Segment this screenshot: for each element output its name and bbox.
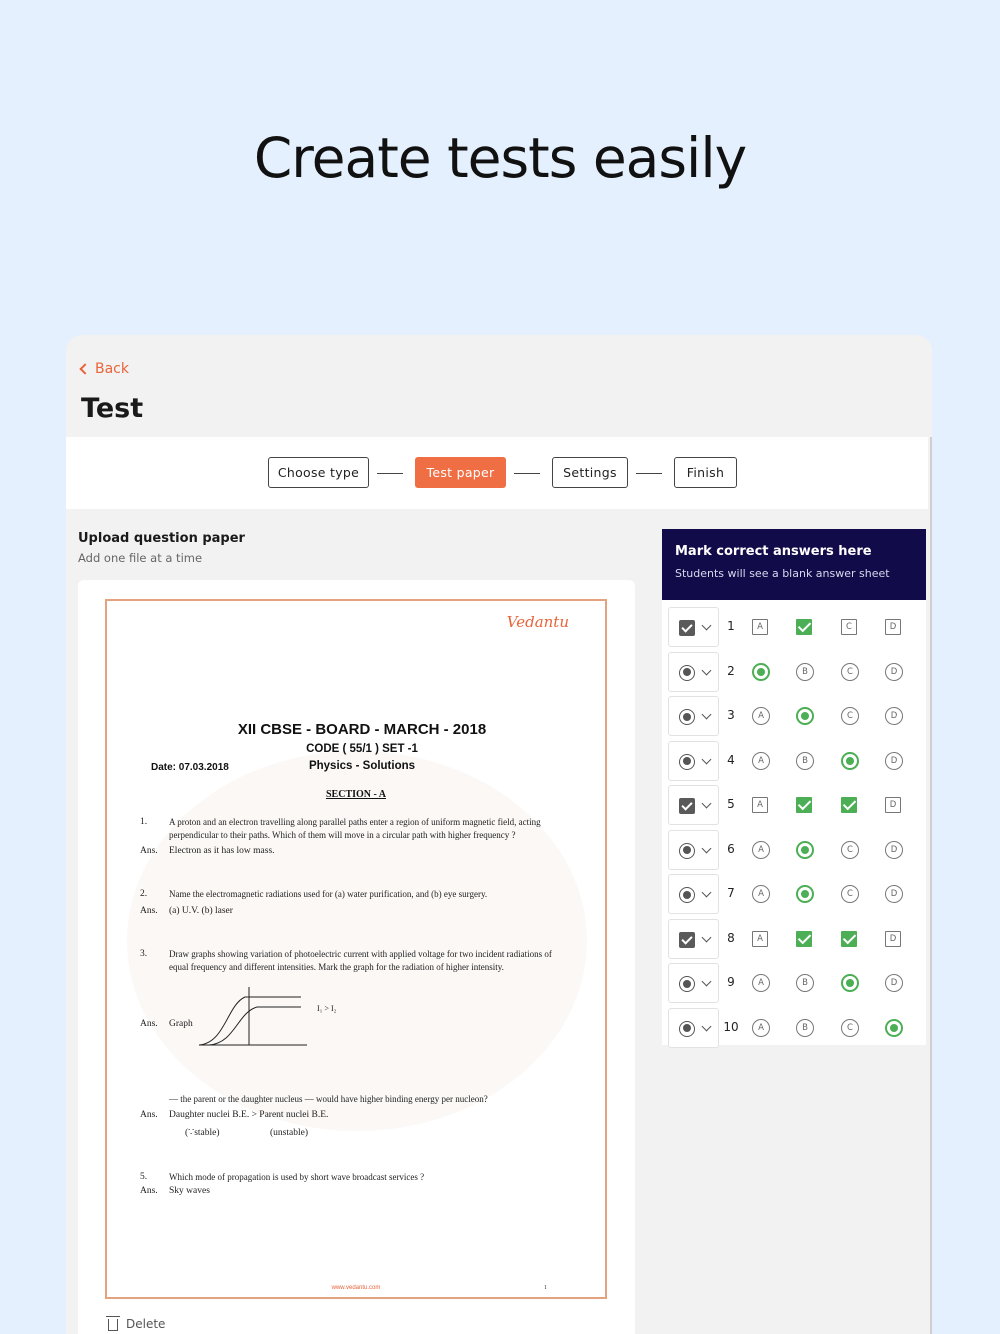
- q-text: — the parent or the daughter nucleus — would have higher binding energy per nucleon?: [169, 1094, 488, 1104]
- question-type-dropdown[interactable]: [668, 696, 719, 736]
- option-d[interactable]: D: [885, 663, 903, 681]
- back-button[interactable]: [81, 361, 129, 377]
- ans-label: Ans.: [140, 906, 158, 916]
- question-number: 10: [723, 1019, 739, 1034]
- question-number: 7: [727, 886, 735, 900]
- question-number: 1: [727, 619, 735, 633]
- radio-icon: [679, 976, 695, 992]
- radio-icon: [679, 843, 695, 859]
- paper-section: SECTION - A: [325, 789, 386, 800]
- photoelectric-graph: [195, 983, 325, 1049]
- option-a[interactable]: A: [752, 931, 768, 947]
- option-c[interactable]: C: [841, 1019, 859, 1037]
- delete-button[interactable]: [108, 1317, 165, 1331]
- option-a[interactable]: A: [752, 1019, 770, 1037]
- question-number: 5: [727, 797, 735, 811]
- step-connector: [377, 473, 403, 474]
- radio-icon: [679, 709, 695, 725]
- ans-text: Electron as it has low mass.: [169, 846, 275, 856]
- chevron-down-icon: [702, 843, 712, 853]
- chevron-down-icon: [702, 710, 712, 720]
- paper-footer: www.vedantu.com: [331, 1285, 381, 1291]
- option-b[interactable]: [796, 885, 814, 903]
- answer-row: [662, 1008, 926, 1048]
- question-paper-card: [78, 580, 635, 1334]
- option-d[interactable]: D: [885, 974, 903, 992]
- option-a[interactable]: A: [752, 707, 770, 725]
- question-type-dropdown[interactable]: [668, 652, 719, 692]
- question-type-dropdown[interactable]: [668, 874, 719, 914]
- ans-text: Daughter nuclei B.E. > Parent nuclei B.E.: [169, 1110, 329, 1120]
- answer-row: [662, 919, 926, 959]
- q-text: Which mode of propagation is used by short wave broadcast services ?: [169, 1172, 425, 1182]
- option-c[interactable]: [841, 752, 859, 770]
- ans-text: (unstable): [270, 1128, 308, 1138]
- radio-icon: [679, 1021, 695, 1037]
- hero-title: Create tests easily: [253, 126, 747, 190]
- app-window: [66, 335, 932, 1334]
- answer-row: [662, 963, 926, 1003]
- answer-row: [662, 607, 926, 647]
- step-label: Choose type: [277, 465, 360, 480]
- q-number: 2.: [140, 889, 148, 899]
- answer-row: [662, 741, 926, 781]
- question-type-dropdown[interactable]: [668, 741, 719, 781]
- option-b[interactable]: B: [796, 752, 814, 770]
- ans-text: (a) U.V. (b) laser: [169, 906, 233, 916]
- option-b[interactable]: [796, 707, 814, 725]
- option-a[interactable]: A: [752, 974, 770, 992]
- chevron-down-icon: [702, 888, 712, 898]
- option-d[interactable]: [885, 1019, 903, 1037]
- answer-key-title: Mark correct answers here: [675, 544, 872, 559]
- question-number: 8: [727, 930, 735, 945]
- step-choose-type[interactable]: [268, 457, 369, 488]
- question-type-dropdown[interactable]: [668, 830, 719, 870]
- paper-page-number: 1: [544, 1285, 547, 1291]
- chevron-down-icon: [702, 754, 712, 764]
- chevron-down-icon: [702, 1021, 712, 1031]
- back-label: Back: [95, 361, 129, 377]
- answer-key-header: [662, 529, 926, 600]
- step-connector: [636, 473, 662, 474]
- paper-date: Date: 07.03.2018: [151, 762, 229, 773]
- question-type-dropdown[interactable]: [668, 785, 719, 825]
- option-b[interactable]: [796, 931, 812, 947]
- ans-text: Graph: [169, 1019, 193, 1029]
- question-number: 9: [727, 975, 735, 989]
- radio-icon: [679, 665, 695, 681]
- option-c[interactable]: C: [841, 885, 859, 903]
- answer-row: [662, 830, 926, 870]
- checkbox-icon: [679, 620, 695, 636]
- option-c[interactable]: C: [841, 707, 859, 725]
- vedantu-logo: Vedantu: [506, 613, 569, 631]
- option-d[interactable]: D: [885, 752, 903, 770]
- question-type-dropdown[interactable]: [668, 1008, 719, 1048]
- q-text: Name the electromagnetic radiations used for (a) water purification, and (b) eye surgery.: [169, 889, 488, 899]
- question-type-dropdown[interactable]: [668, 919, 719, 959]
- ans-label: Ans.: [140, 1110, 158, 1120]
- page-title: Test: [81, 393, 144, 424]
- paper-heading: XII CBSE - BOARD - MARCH - 2018: [237, 721, 487, 738]
- question-number: 6: [727, 841, 735, 856]
- option-a[interactable]: A: [752, 619, 768, 635]
- question-paper-preview[interactable]: [105, 599, 607, 1299]
- option-b[interactable]: [796, 797, 812, 813]
- option-c[interactable]: C: [841, 619, 857, 635]
- option-c[interactable]: [841, 797, 857, 813]
- q-text: Draw graphs showing variation of photoelectric current with applied voltage for two incident radiations of: [169, 949, 552, 959]
- option-a[interactable]: A: [752, 752, 770, 770]
- chevron-down-icon: [702, 977, 712, 987]
- ans-label: Ans.: [140, 846, 158, 856]
- chevron-down-icon: [702, 621, 712, 631]
- ans-text: (∵stable): [185, 1128, 220, 1138]
- option-a[interactable]: [752, 663, 770, 681]
- checkbox-icon: [679, 932, 695, 948]
- option-d[interactable]: D: [885, 841, 903, 859]
- checkbox-icon: [679, 798, 695, 814]
- question-type-dropdown[interactable]: [668, 607, 719, 647]
- option-d[interactable]: D: [885, 707, 903, 725]
- paper-code: CODE ( 55/1 ) SET -1: [306, 743, 418, 755]
- radio-icon: [679, 754, 695, 770]
- q-number: 1.: [140, 817, 148, 827]
- answer-row: [662, 652, 926, 692]
- option-a[interactable]: A: [752, 885, 770, 903]
- upload-subtitle: Add one file at a time: [78, 551, 203, 565]
- step-settings[interactable]: [552, 457, 628, 488]
- q-number: 3.: [140, 949, 148, 959]
- answer-row: [662, 785, 926, 825]
- answer-key-panel: [662, 529, 926, 1045]
- option-d[interactable]: D: [885, 619, 901, 635]
- graph-annotation: I₁ > I₂: [317, 1004, 337, 1013]
- question-number: 2: [727, 663, 735, 678]
- chevron-down-icon: [702, 799, 712, 809]
- chevron-left-icon: [79, 363, 90, 374]
- option-d[interactable]: D: [885, 797, 901, 813]
- step-label: Settings: [563, 465, 617, 480]
- option-b[interactable]: B: [796, 974, 814, 992]
- option-b[interactable]: B: [796, 1019, 814, 1037]
- upload-title: Upload question paper: [78, 531, 245, 546]
- option-c[interactable]: [841, 974, 859, 992]
- option-b[interactable]: [796, 841, 814, 859]
- option-a[interactable]: A: [752, 797, 768, 813]
- option-c[interactable]: C: [841, 663, 859, 681]
- option-a[interactable]: A: [752, 841, 770, 859]
- option-d[interactable]: D: [885, 931, 901, 947]
- step-test-paper[interactable]: [415, 457, 506, 488]
- question-number: 4: [727, 752, 735, 767]
- answer-row: [662, 696, 926, 736]
- step-label: Finish: [686, 465, 725, 480]
- answer-row: [662, 874, 926, 914]
- q-text: equal frequency and different intensities. Mark the graph for the radiation of higher intensity.: [169, 962, 504, 972]
- option-b[interactable]: B: [796, 663, 814, 681]
- q-text: perpendicular to their paths. Which of them will move in a circular path with higher frequency ?: [169, 830, 516, 840]
- q-text: A proton and an electron travelling along parallel paths enter a region of uniform magnetic field, acting: [169, 817, 541, 827]
- radio-icon: [679, 887, 695, 903]
- watermark: [127, 751, 587, 1131]
- delete-label: Delete: [126, 1317, 166, 1331]
- option-c[interactable]: C: [841, 841, 859, 859]
- question-type-dropdown[interactable]: [668, 963, 719, 1003]
- step-finish[interactable]: [674, 457, 737, 488]
- step-connector: [514, 473, 540, 474]
- ans-label: Ans.: [140, 1019, 158, 1029]
- option-d[interactable]: D: [885, 885, 903, 903]
- chevron-down-icon: [702, 665, 712, 675]
- ans-label: Ans.: [140, 1186, 158, 1196]
- option-c[interactable]: [841, 931, 857, 947]
- q-number: 5.: [140, 1172, 148, 1182]
- ans-text: Sky waves: [169, 1186, 210, 1196]
- stepper: [66, 437, 928, 509]
- option-b[interactable]: [796, 619, 812, 635]
- trash-icon: [108, 1319, 118, 1331]
- step-label: Test paper: [426, 465, 495, 480]
- scrollbar[interactable]: [930, 437, 932, 1334]
- question-number: 3: [727, 708, 735, 722]
- answer-key-subtitle: Students will see a blank answer sheet: [675, 567, 890, 580]
- paper-subject: Physics - Solutions: [308, 760, 416, 772]
- chevron-down-icon: [702, 932, 712, 942]
